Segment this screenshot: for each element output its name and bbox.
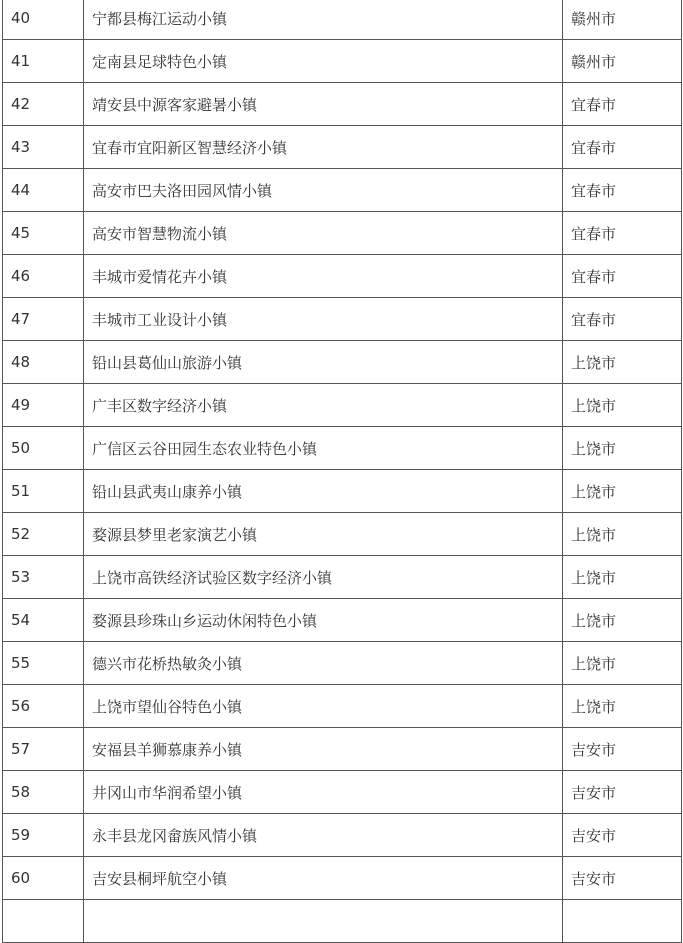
row-number-cell: 59 — [3, 814, 84, 857]
table-row — [3, 685, 682, 728]
row-number-cell: 52 — [3, 513, 84, 556]
city-cell: 上饶市 — [563, 427, 682, 470]
row-number-cell: 47 — [3, 298, 84, 341]
row-number-cell: 56 — [3, 685, 84, 728]
town-name-cell: 婺源县珍珠山乡运动休闲特色小镇 — [84, 599, 563, 642]
town-name-cell: 丰城市爱情花卉小镇 — [84, 255, 563, 298]
town-name-cell: 高安市巴夫洛田园风情小镇 — [84, 169, 563, 212]
city-cell: 上饶市 — [563, 341, 682, 384]
city-cell: 宜春市 — [563, 169, 682, 212]
town-name-cell: 宜春市宜阳新区智慧经济小镇 — [84, 126, 563, 169]
row-number-cell: 40 — [3, 0, 84, 40]
city-cell: 赣州市 — [563, 0, 682, 40]
table-row — [3, 771, 682, 814]
row-number-cell: 58 — [3, 771, 84, 814]
table-row — [3, 126, 682, 169]
table-row — [3, 427, 682, 470]
table-body — [3, 0, 682, 943]
town-name-cell: 铅山县葛仙山旅游小镇 — [84, 341, 563, 384]
row-number-cell: 44 — [3, 169, 84, 212]
city-cell: 宜春市 — [563, 126, 682, 169]
city-cell: 宜春市 — [563, 212, 682, 255]
table-row — [3, 814, 682, 857]
row-number-cell: 55 — [3, 642, 84, 685]
city-cell: 上饶市 — [563, 384, 682, 427]
town-name-cell: 定南县足球特色小镇 — [84, 40, 563, 83]
town-name-cell: 广信区云谷田园生态农业特色小镇 — [84, 427, 563, 470]
row-number-cell: 57 — [3, 728, 84, 771]
table-row — [3, 341, 682, 384]
table-row — [3, 599, 682, 642]
row-number-cell: 54 — [3, 599, 84, 642]
table-row — [3, 513, 682, 556]
table-row — [3, 900, 682, 943]
table-row — [3, 169, 682, 212]
city-cell — [563, 900, 682, 943]
town-name-cell: 上饶市高铁经济试验区数字经济小镇 — [84, 556, 563, 599]
town-name-cell: 广丰区数字经济小镇 — [84, 384, 563, 427]
table-row — [3, 556, 682, 599]
city-cell: 宜春市 — [563, 298, 682, 341]
row-number-cell: 43 — [3, 126, 84, 169]
town-name-cell: 高安市智慧物流小镇 — [84, 212, 563, 255]
city-cell: 上饶市 — [563, 556, 682, 599]
city-cell: 上饶市 — [563, 685, 682, 728]
row-number-cell — [3, 900, 84, 943]
city-cell: 上饶市 — [563, 470, 682, 513]
city-cell: 吉安市 — [563, 771, 682, 814]
table-row — [3, 642, 682, 685]
city-cell: 宜春市 — [563, 255, 682, 298]
row-number-cell: 42 — [3, 83, 84, 126]
town-name-cell: 井冈山市华润希望小镇 — [84, 771, 563, 814]
table-row — [3, 0, 682, 40]
row-number-cell: 41 — [3, 40, 84, 83]
table-row — [3, 255, 682, 298]
row-number-cell: 51 — [3, 470, 84, 513]
town-name-cell: 宁都县梅江运动小镇 — [84, 0, 563, 40]
row-number-cell: 46 — [3, 255, 84, 298]
town-name-cell: 德兴市花桥热敏灸小镇 — [84, 642, 563, 685]
city-cell: 上饶市 — [563, 513, 682, 556]
table-row — [3, 83, 682, 126]
city-cell: 上饶市 — [563, 599, 682, 642]
city-cell: 赣州市 — [563, 40, 682, 83]
town-name-cell: 婺源县梦里老家演艺小镇 — [84, 513, 563, 556]
city-cell: 宜春市 — [563, 83, 682, 126]
town-name-cell: 上饶市望仙谷特色小镇 — [84, 685, 563, 728]
town-name-cell: 安福县羊狮慕康养小镇 — [84, 728, 563, 771]
table-row — [3, 857, 682, 900]
town-name-cell — [84, 900, 563, 943]
row-number-cell: 49 — [3, 384, 84, 427]
row-number-cell: 48 — [3, 341, 84, 384]
table-row — [3, 212, 682, 255]
city-cell: 吉安市 — [563, 728, 682, 771]
town-name-cell: 丰城市工业设计小镇 — [84, 298, 563, 341]
row-number-cell: 45 — [3, 212, 84, 255]
row-number-cell: 60 — [3, 857, 84, 900]
city-cell: 上饶市 — [563, 642, 682, 685]
town-name-cell: 吉安县桐坪航空小镇 — [84, 857, 563, 900]
city-cell: 吉安市 — [563, 814, 682, 857]
row-number-cell: 50 — [3, 427, 84, 470]
table-row — [3, 298, 682, 341]
town-name-cell: 靖安县中源客家避暑小镇 — [84, 83, 563, 126]
table-row — [3, 40, 682, 83]
city-cell: 吉安市 — [563, 857, 682, 900]
table-row — [3, 470, 682, 513]
table-row — [3, 728, 682, 771]
town-name-cell: 铅山县武夷山康养小镇 — [84, 470, 563, 513]
town-name-cell: 永丰县龙冈畲族风情小镇 — [84, 814, 563, 857]
row-number-cell: 53 — [3, 556, 84, 599]
town-list-table — [2, 0, 682, 943]
table-row — [3, 384, 682, 427]
